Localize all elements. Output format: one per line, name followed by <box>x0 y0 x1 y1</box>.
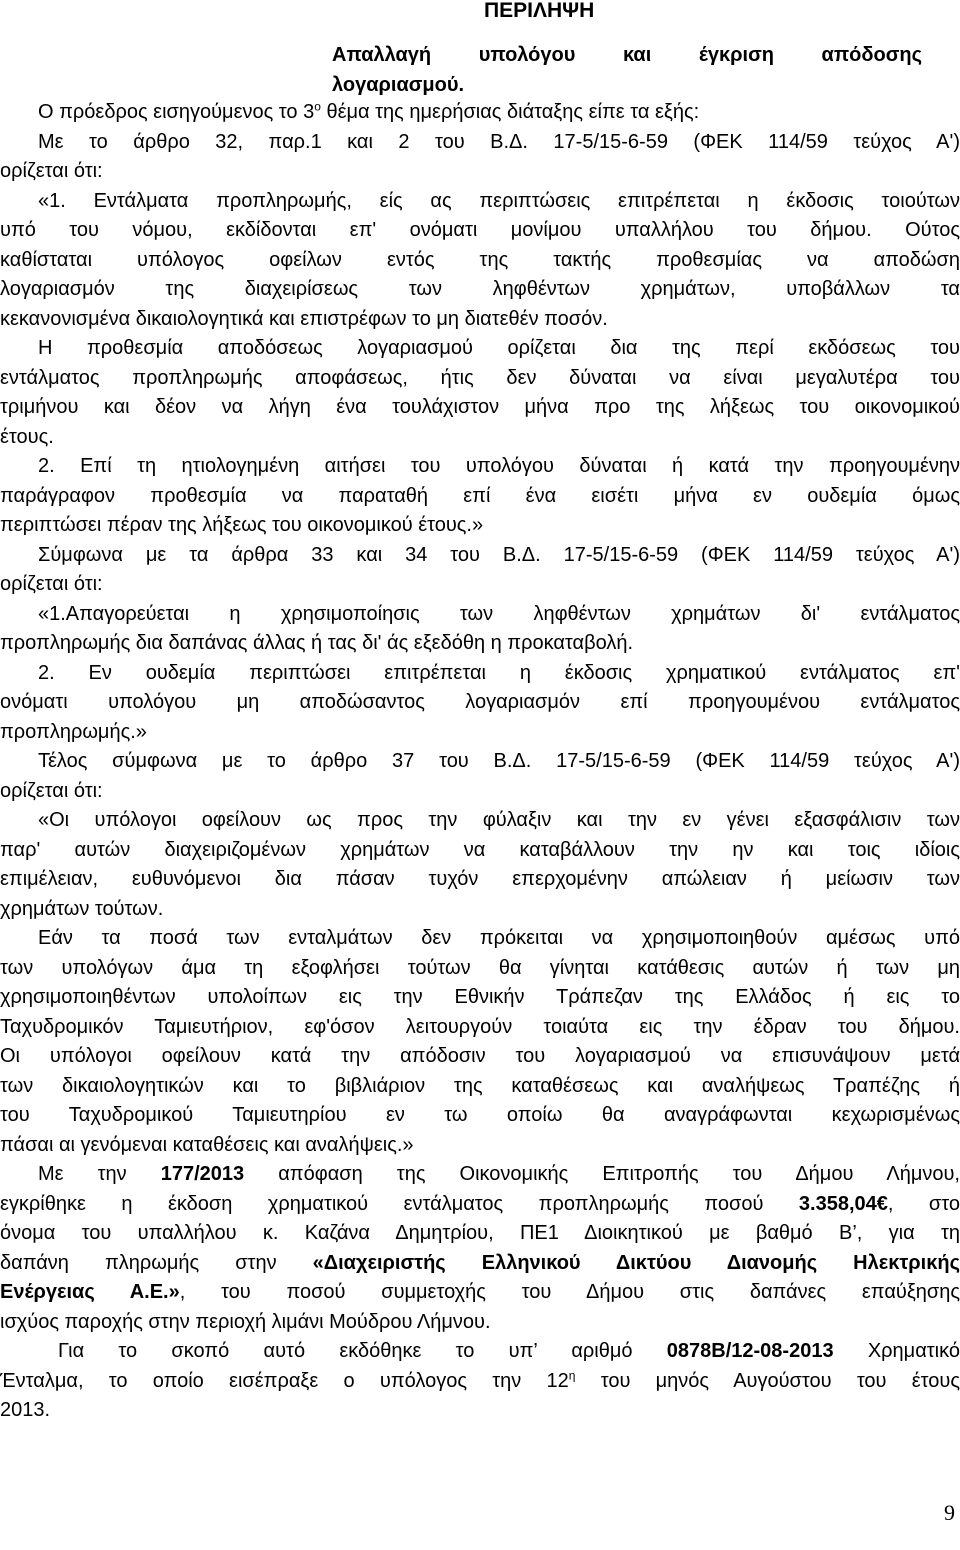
text-line: των υπολόγων άμα τη εξοφλήσει τούτων θα γίνηται κατάθεσις αυτών ή των μη <box>0 956 960 979</box>
text-line: παράγραφον προθεσμία να παραταθή επί ένα εισέτι μήνα εν ουδεμία όμως <box>0 484 960 507</box>
text-line: εντάλματος προπληρωμής αποφάσεως, ήτις δεν δύναται να είναι μεγαλυτέρα του <box>0 366 960 389</box>
text-line: του Ταχυδρομικού Ταμιευτηρίου εν τω οποίω θα αναγράφωνται κεχωρισμένως <box>0 1104 960 1126</box>
text-line: τριμήνου και δέον να λήγη ένα τουλάχιστον μήνα προ της λήξεως του οικονομικού <box>0 396 960 418</box>
decision-line: Ενέργειας Α.Ε.», του ποσού συμμετοχής του Δήμου στις δαπάνες επαύξησης <box>0 1281 960 1303</box>
text-line: ορίζεται ότι: <box>0 160 103 182</box>
text-line: ορίζεται ότι: <box>0 573 103 595</box>
text-line: Τέλος σύμφωνα με το άρθρο 37 του Β.Δ. 17-5/15-6-59 (ΦΕΚ 114/59 τεύχος Α') <box>38 750 960 772</box>
text-line: 2. Επί τη ητιολογημένη αιτήσει του υπολόγου δύναται ή κατά την προηγουμένην <box>38 455 960 477</box>
text-line: προπληρωμής δια δαπάνας άλλας ή τας δι' άς εξεδόθη η προκαταβολή. <box>0 632 634 654</box>
text-line: Ταχυδρομικόν Ταμιευτήριον, εφ'όσον λειτουργούν τοιαύτα εις την έδραν του δήμου. <box>0 1015 960 1038</box>
text-line: «Οι υπόλογοι οφείλουν ως προς την φύλαξιν και την εν γένει εξασφάλισιν των <box>38 809 960 831</box>
text-line: πάσαι αι γενόμεναι καταθέσεις και αναλήψεις.» <box>0 1133 414 1156</box>
text-line: καθίσταται υπόλογος οφείλων εντός της τακτής προθεσμίας να αποδώση <box>0 248 960 271</box>
text-line: παρ' αυτών διαχειριζομένων χρημάτων να καταβάλλουν την ην και τοις ιδίοις <box>0 838 960 861</box>
text-line: λογαριασμόν της διαχειρίσεως των ληφθέντων χρημάτων, υποβάλλων τα <box>0 278 960 300</box>
text-line: 2. Εν ουδεμία περιπτώσει επιτρέπεται η έκδοσις χρηματικού εντάλματος επ' <box>38 661 960 684</box>
text-line: Η προθεσμία αποδόσεως λογαριασμού ορίζεται δια της περί εκδόσεως του <box>38 337 960 359</box>
text-line: περιπτώσει πέραν της λήξεως του οικονομικού έτους.» <box>0 514 484 536</box>
decision-line: εγκρίθηκε η έκδοση χρηματικού εντάλματος προπληρωμής ποσού 3.358,04€, στο <box>0 1192 960 1215</box>
text-line: ονόματι υπολόγου μη αποδώσαντος λογαριασμόν επί προηγουμένου εντάλματος <box>0 691 960 713</box>
text-line: Με το άρθρο 32, παρ.1 και 2 του Β.Δ. 17-5/15-6-59 (ΦΕΚ 114/59 τεύχος Α') <box>38 130 960 153</box>
text-line: Σύμφωνα με τα άρθρα 33 και 34 του Β.Δ. 17-5/15-6-59 (ΦΕΚ 114/59 τεύχος Α') <box>38 543 960 566</box>
text-line: υπό του νόμου, εκδίδονται επ' ονόματι μονίμου υπαλλήλου του δήμου. Ούτος <box>0 219 960 241</box>
page-number: 9 <box>944 1500 955 1525</box>
text-line: ορίζεται ότι: <box>0 779 103 802</box>
closing-line: Ένταλμα, το οποίο εισέπραξε ο υπόλογος την $12^\eta$ του μηνός Αυγούστου του έτους <box>0 1367 960 1392</box>
decision-line: Με την 177/2013 απόφαση της Οικονομικής Επιτροπής του Δήμου Λήμνου, <box>38 1163 960 1185</box>
closing-line: Για το σκοπό αυτό εκδόθηκε το υπ’ αριθμό 0878Β/12-08-2013 Χρηματικό <box>58 1340 960 1362</box>
decision-line: όνομα του υπαλλήλου κ. Καζάνα Δημητρίου, ΠΕ1 Διοικητικού με βαθμό Β’, για τη <box>0 1222 960 1244</box>
text-line: επιμέλειαν, ευθυνόμενοι δια πάσαν τυχόν επερχομένην απώλειαν ή μείωσιν των <box>0 868 960 890</box>
text-line: Ο πρόεδρος εισηγούμενος το $3^o$ θέμα της ημερήσιας διάταξης είπε τα εξής: <box>38 99 700 123</box>
text-line: χρησιμοποιηθέντων υπολοίπων εις την Εθνικήν Τράπεζαν της Ελλάδος ή εις το <box>0 986 960 1008</box>
text-line: κεκανονισμένα δικαιολογητικά και επιστρέφων το μη διατεθέν ποσόν. <box>0 307 608 330</box>
decision-line: ισχύος παροχής στην περιοχή λιμάνι Μούδρου Λήμνου. <box>0 1310 491 1333</box>
text-line: Οι υπόλογοι οφείλουν κατά την απόδοσιν του λογαριασμού να επισυνάψουν μετά <box>0 1045 960 1067</box>
text-line: των δικαιολογητικών και το βιβλιάριον της καταθέσεως και αναλήψεως Τραπέζης ή <box>0 1074 960 1097</box>
text-line: έτους. <box>0 425 54 448</box>
text-line: «1.Απαγορεύεται η χρησιμοποίησις των ληφθέντων χρημάτων δι' εντάλματος <box>38 602 960 625</box>
text-line: προπληρωμής.» <box>0 720 147 743</box>
subject-title-line1: Απαλλαγή υπολόγου και έγκριση απόδοσης <box>332 44 922 66</box>
decision-line: δαπάνη πληρωμής στην «Διαχειριστής Ελληνικού Δικτύου Διανομής Ηλεκτρικής <box>0 1251 960 1274</box>
text-line: «1. Εντάλματα προπληρωμής, είς ας περιπτώσεις επιτρέπεται η έκδοσις τοιούτων <box>38 189 960 212</box>
text-line: χρημάτων τούτων. <box>0 897 164 920</box>
closing-line: 2013. <box>0 1399 51 1421</box>
text-line: Εάν τα ποσά των ενταλμάτων δεν πρόκειται να χρησιμοποιηθούν αμέσως υπό <box>38 927 960 949</box>
document-heading: ΠΕΡΙΛΗΨΗ <box>484 0 595 22</box>
subject-title-line2: λογαριασμού. <box>332 74 465 96</box>
document-body <box>0 98 960 1426</box>
